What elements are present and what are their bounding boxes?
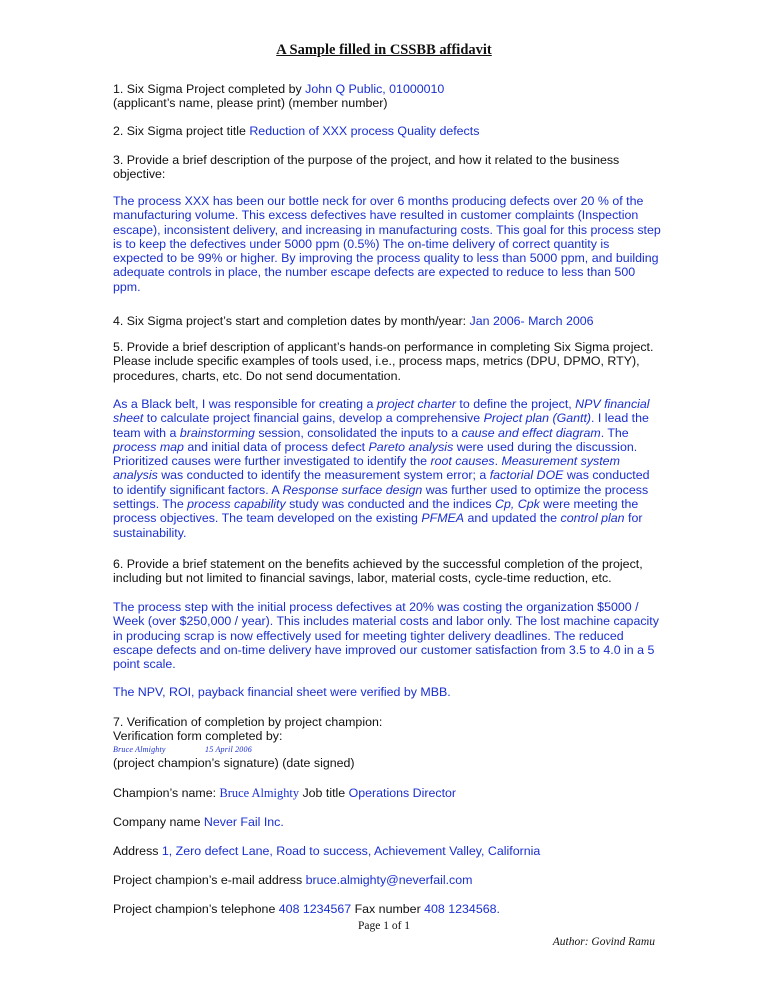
tool-name: Pareto analysis: [368, 439, 454, 454]
q3-answer: The process XXX has been our bottle neck for over 6 months producing defects over 20 % of the manufacturing volume. This excess defectives have resulted in customer complaints (Inspection escape), inconsistent delivery, and increasing in manufacturing costs. This goal for this process step is to keep the defectives under 5000 ppm (0.5%) The on-time delivery of correct quantity is expected to be 99% or higher. By improving the process quality to less than 5000 ppm, and building adequate controls in place, the number escape defects are expected to reduce to less than 500 ppm.: [113, 194, 661, 294]
q5-answer: [113, 397, 661, 540]
answer-text: . The: [600, 425, 629, 440]
q1-block: [113, 82, 661, 111]
tool-name: process capability: [187, 497, 286, 512]
fax-end: .: [496, 902, 500, 916]
email-value: bruce.almighty@neverfail.com: [305, 873, 473, 887]
company-label: Company name: [113, 815, 204, 829]
answer-text: .: [494, 454, 502, 469]
tool-name: cause and effect diagram: [461, 425, 601, 440]
champion-name-line: [113, 786, 661, 800]
q4-block: [113, 314, 661, 328]
q6-answer: The process step with the initial process defectives at 20% was costing the organization $5000 / Week (over $250,000 / year). This includes material costs and labor only. The lost machine capacity in producing scrap is now effectively used for meeting tighter delivery deadlines. The reduced escape defects and on-time delivery have improved our customer satisfaction from 3.5 to 4.0 in a 5 point scale.: [113, 600, 659, 672]
tool-name: process map: [113, 439, 184, 454]
q7-line2: Verification form completed by:: [113, 729, 283, 744]
fax-value: 408 1234568: [424, 902, 497, 916]
tool-name: control plan: [560, 511, 625, 526]
answer-text: and updated the: [464, 511, 561, 526]
answer-text: were meeting the process objectives. The team developed on the existing: [113, 497, 639, 526]
champion-name: Bruce Almighty: [219, 786, 300, 800]
job-title-label: Job title: [299, 786, 349, 800]
answer-text: As a Black belt, I was responsible for creating a: [113, 397, 377, 411]
q2-block: [113, 124, 661, 138]
author-credit: Author: Govind Ramu: [552, 936, 655, 948]
phone-value: 408 1234567: [278, 902, 352, 916]
answer-text: was conducted to identify the measurement system error; a: [157, 468, 490, 483]
tool-name: project charter: [376, 397, 456, 411]
q3-prompt: 3. Provide a brief description of the purpose of the project, and how it related to the business objective:: [113, 153, 620, 182]
email-label: Project champion’s e-mail address: [113, 873, 306, 887]
page-number: Page 1 of 1: [357, 920, 411, 932]
answer-text: . I lead the team with a: [113, 411, 649, 440]
job-title: Operations Director: [348, 786, 457, 800]
fax-label: Fax number: [351, 902, 425, 916]
q7-line1: 7. Verification of completion by project champion:: [113, 715, 383, 729]
q4-answer: Jan 2006- March 2006: [469, 314, 594, 328]
answer-text: to define the project,: [455, 397, 576, 411]
answer-text: session, consolidated the inputs to a: [254, 425, 462, 440]
address-label: Address: [113, 844, 162, 858]
tool-name: Measurement system analysis: [113, 454, 620, 483]
answer-text: was further used to optimize the process settings. The: [113, 482, 649, 512]
tool-name: NPV financial sheet: [113, 397, 650, 426]
signature-date: 15 April 2006: [205, 744, 252, 754]
tool-name: Cp, Cpk: [495, 497, 540, 512]
answer-text: study was conducted and the indices: [285, 497, 496, 512]
company-name: Never Fail Inc.: [203, 815, 284, 829]
page-title: A Sample filled in CSSBB affidavit: [276, 42, 492, 58]
tool-name: PFMEA: [421, 511, 465, 526]
tool-name: root causes: [430, 454, 495, 469]
q4-prompt: 4. Six Sigma project’s start and completion dates by month/year:: [113, 314, 470, 328]
q2-prompt: 2. Six Sigma project title: [113, 124, 250, 138]
email-line: [113, 873, 661, 887]
q7-block: [113, 715, 661, 770]
phone-label: Project champion’s telephone: [113, 902, 279, 916]
q7-note: (project champion’s signature) (date signed): [113, 755, 355, 770]
answer-text: for sustainability.: [113, 511, 643, 540]
phone-line: [113, 902, 661, 916]
q6-prompt: 6. Provide a brief statement on the benefits achieved by the successful completion of the project, including but not limited to financial savings, labor, material costs, cycle-time reduction, etc.: [113, 557, 643, 586]
champion-name-label: Champion’s name:: [113, 786, 220, 800]
q1-note: (applicant’s name, please print) (member number): [113, 96, 388, 111]
tool-name: brainstorming: [179, 425, 255, 440]
answer-text: to calculate project financial gains, develop a comprehensive: [143, 411, 484, 426]
company-line: [113, 815, 661, 829]
tool-name: Response surface design: [282, 482, 423, 497]
answer-text: and initial data of process defect: [183, 439, 369, 454]
tool-name: Project plan (Gantt): [483, 411, 592, 426]
address-value: 1, Zero defect Lane, Road to success, Achievement Valley, California: [161, 844, 541, 858]
signature-name: Bruce Almighty: [113, 744, 166, 754]
q5-prompt: 5. Provide a brief description of applicant’s hands-on performance in completing Six Sigma project. Please include specific examples of tools used, i.e., process maps, metrics (DPU, DPMO, RTY), procedures, charts, etc. Do not send documentation.: [113, 340, 654, 383]
q6-answer-2: The NPV, ROI, payback financial sheet were verified by MBB.: [113, 685, 451, 699]
q1-answer: John Q Public, 01000010: [305, 82, 445, 96]
q2-answer: Reduction of XXX process Quality defects: [249, 124, 480, 138]
answer-text: were used during the discussion. Prioritized causes were further investigated to identify the: [113, 439, 638, 469]
champion-signature: [113, 744, 661, 756]
answer-text: was conducted to identify significant factors. A: [113, 468, 650, 497]
q1-prompt: 1. Six Sigma Project completed by: [113, 82, 306, 96]
tool-name: factorial DOE: [489, 468, 564, 483]
address-line: [113, 844, 661, 858]
